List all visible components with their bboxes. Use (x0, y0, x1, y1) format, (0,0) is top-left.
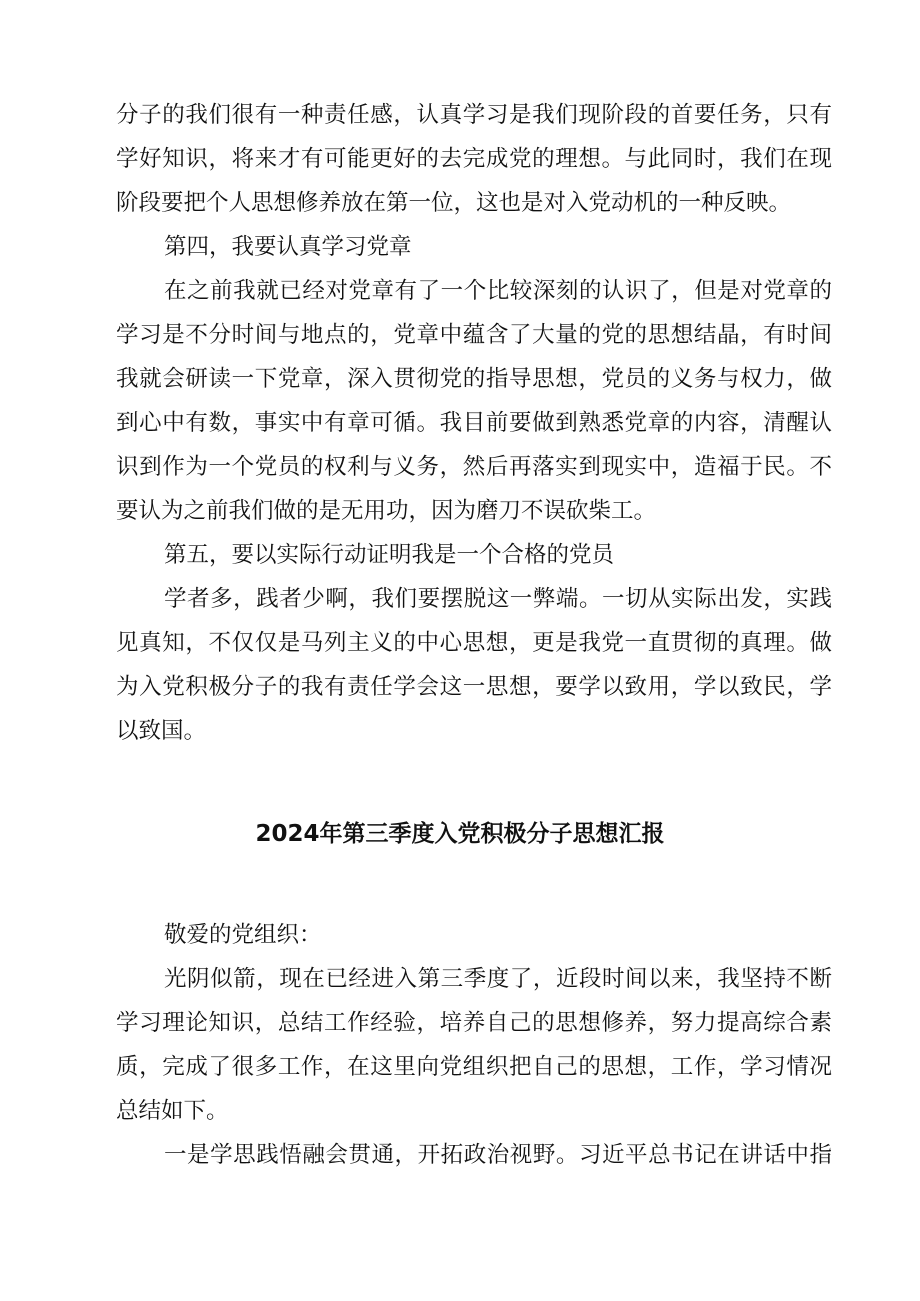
paragraph-line: 阶段要把个人思想修养放在第一位，这也是对入党动机的一种反映。 (116, 190, 792, 216)
paragraph-line: 到心中有数，事实中有章可循。我目前要做到熟悉党章的内容，清醒认 (116, 410, 832, 436)
paragraph-line: 以致国。 (116, 718, 207, 744)
paragraph-line: 在之前我就已经对党章有了一个比较深刻的认识了，但是对党章的 (164, 278, 832, 304)
report-title: 2024年第三季度入党积极分子思想汇报 (255, 821, 665, 847)
paragraph-line: 分子的我们很有一种责任感，认真学习是我们现阶段的首要任务，只有 (116, 102, 832, 128)
paragraph-line: 总结如下。 (116, 1098, 229, 1124)
paragraph-line: 一是学思践悟融会贯通，开拓政治视野。习近平总书记在讲话中指 (164, 1142, 832, 1168)
paragraph-line: 我就会研读一下党章，深入贯彻党的指导思想，党员的义务与权力，做 (116, 366, 832, 392)
paragraph-line: 见真知，不仅仅是马列主义的中心思想，更是我党一直贯彻的真理。做 (116, 630, 832, 656)
paragraph-line: 识到作为一个党员的权利与义务，然后再落实到现实中，造福于民。不 (116, 454, 832, 480)
section-heading-fifth: 第五，要以实际行动证明我是一个合格的党员 (164, 542, 615, 568)
paragraph-line: 学习是不分时间与地点的，党章中蕴含了大量的党的思想结晶，有时间 (116, 322, 832, 348)
paragraph-line: 学好知识，将来才有可能更好的去完成党的理想。与此同时，我们在现 (116, 146, 832, 172)
paragraph-line: 光阴似箭，现在已经进入第三季度了，近段时间以来，我坚持不断 (164, 966, 832, 992)
paragraph-line: 为入党积极分子的我有责任学会这一思想，要学以致用，学以致民，学 (116, 674, 832, 700)
paragraph-line: 要认为之前我们做的是无用功，因为磨刀不误砍柴工。 (116, 498, 657, 524)
section-heading-fourth: 第四，我要认真学习党章 (164, 234, 412, 260)
paragraph-line: 学者多，践者少啊，我们要摆脱这一弊端。一切从实际出发，实践 (164, 586, 832, 612)
paragraph-line: 学习理论知识，总结工作经验，培养自己的思想修养，努力提高综合素 (116, 1010, 832, 1036)
salutation: 敬爱的党组织： (164, 922, 322, 948)
paragraph-line: 质，完成了很多工作，在这里向党组织把自己的思想，工作，学习情况 (116, 1054, 832, 1080)
